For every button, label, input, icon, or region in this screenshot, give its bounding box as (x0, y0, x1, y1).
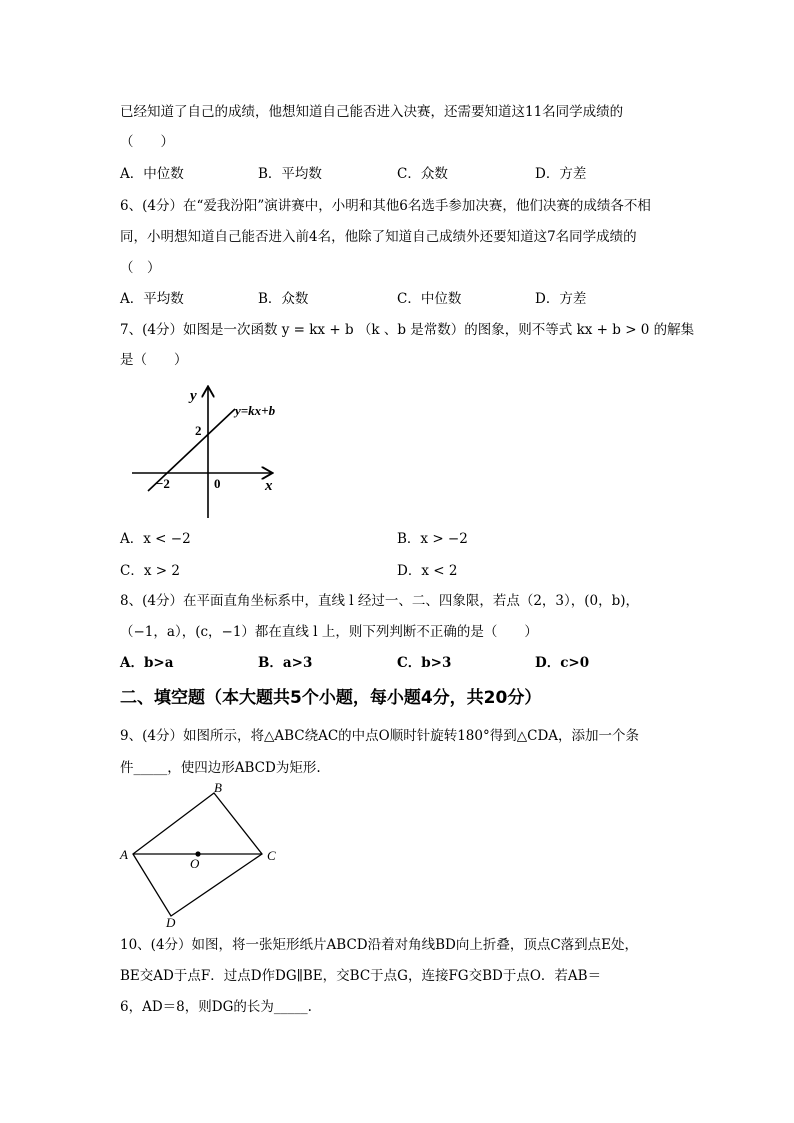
q7-y-axis-label: y (190, 388, 197, 404)
q5-option-a: A．中位数 (120, 166, 184, 182)
q7-option-b: B．x > −2 (397, 531, 468, 547)
q10-text-line2: BE交AD于点F．过点D作DG∥BE，交BC于点G，连接FG交BD于点O．若AB＝ (120, 968, 602, 984)
q7-text-line2: 是（ ） (120, 352, 188, 368)
q7-option-a: A．x < −2 (120, 531, 191, 547)
q8-text-line2: （−1，a），(c，−1）都在直线 l 上，则下列判断不正确的是（ ） (120, 624, 538, 640)
q6-option-d: D．方差 (535, 291, 587, 307)
q5-option-c: C．众数 (397, 166, 448, 182)
q9-label-a: A (120, 847, 128, 862)
q7-x-axis-label: x (265, 478, 273, 494)
q8-option-b: B．a>3 (258, 655, 313, 671)
q7-line-label: y=kx+b (235, 403, 276, 418)
q10-text-line1: 10、(4分）如图，将一张矩形纸片ABCD沿着对角线BD向上折叠，顶点C落到点E处， (120, 937, 639, 953)
q9-parallelogram-figure (116, 780, 286, 930)
q7-origin-label: 0 (214, 476, 221, 491)
q9-text-line1: 9、(4分）如图所示，将△ABC绕AC的中点O顺时针旋转180°得到△CDA，添加一个条 (120, 728, 640, 744)
q9-label-b: B (214, 780, 222, 795)
q9-label-d: D (166, 915, 176, 930)
q5-answer-paren: （ ） (120, 134, 174, 150)
q7-option-c: C．x > 2 (120, 563, 180, 579)
q6-text-line2: 同，小明想知道自己能否进入前4名，他除了知道自己成绩外还要知道这7名同学成绩的 (120, 229, 637, 245)
q8-option-d: D．c>0 (535, 655, 590, 671)
q7-x-intercept-label: −2 (156, 476, 170, 491)
q6-option-a: A．平均数 (120, 291, 184, 307)
q8-option-c: C．b>3 (397, 655, 452, 671)
q6-option-b: B．众数 (258, 291, 309, 307)
q5-option-b: B．平均数 (258, 166, 322, 182)
q7-function-graph (128, 382, 288, 522)
q6-answer-paren: （ ） (120, 260, 161, 276)
q7-option-d: D．x < 2 (397, 563, 458, 579)
q8-option-a: A．b>a (120, 655, 174, 671)
q9-text-line2: 件_____，使四边形ABCD为矩形. (120, 760, 321, 776)
q5-text-line1: 已经知道了自己的成绩，他想知道自己能否进入决赛，还需要知道这11名同学成绩的 (120, 104, 624, 120)
section-fill-in-title: 二、填空题（本大题共5个小题，每小题4分，共20分） (120, 688, 542, 708)
q10-text-line3: 6，AD＝8，则DG的长为_____. (120, 999, 312, 1015)
q6-text-line1: 6、(4分）在“爱我汾阳”演讲赛中，小明和其他6名选手参加决赛，他们决赛的成绩各不相 (120, 198, 651, 214)
q7-text-line1: 7、(4分）如图是一次函数 y = kx + b （k 、b 是常数）的图象，则不等式 kx + b > 0 的解集 (120, 322, 695, 338)
q5-option-d: D．方差 (535, 166, 587, 182)
q6-option-c: C．中位数 (397, 291, 462, 307)
q7-y-intercept-label: 2 (195, 423, 202, 438)
q9-label-o: O (190, 856, 200, 871)
q8-text-line1: 8、(4分）在平面直角坐标系中，直线 l 经过一、二、四象限，若点（2，3），(0，b)， (120, 593, 640, 609)
q9-label-c: C (267, 848, 276, 863)
